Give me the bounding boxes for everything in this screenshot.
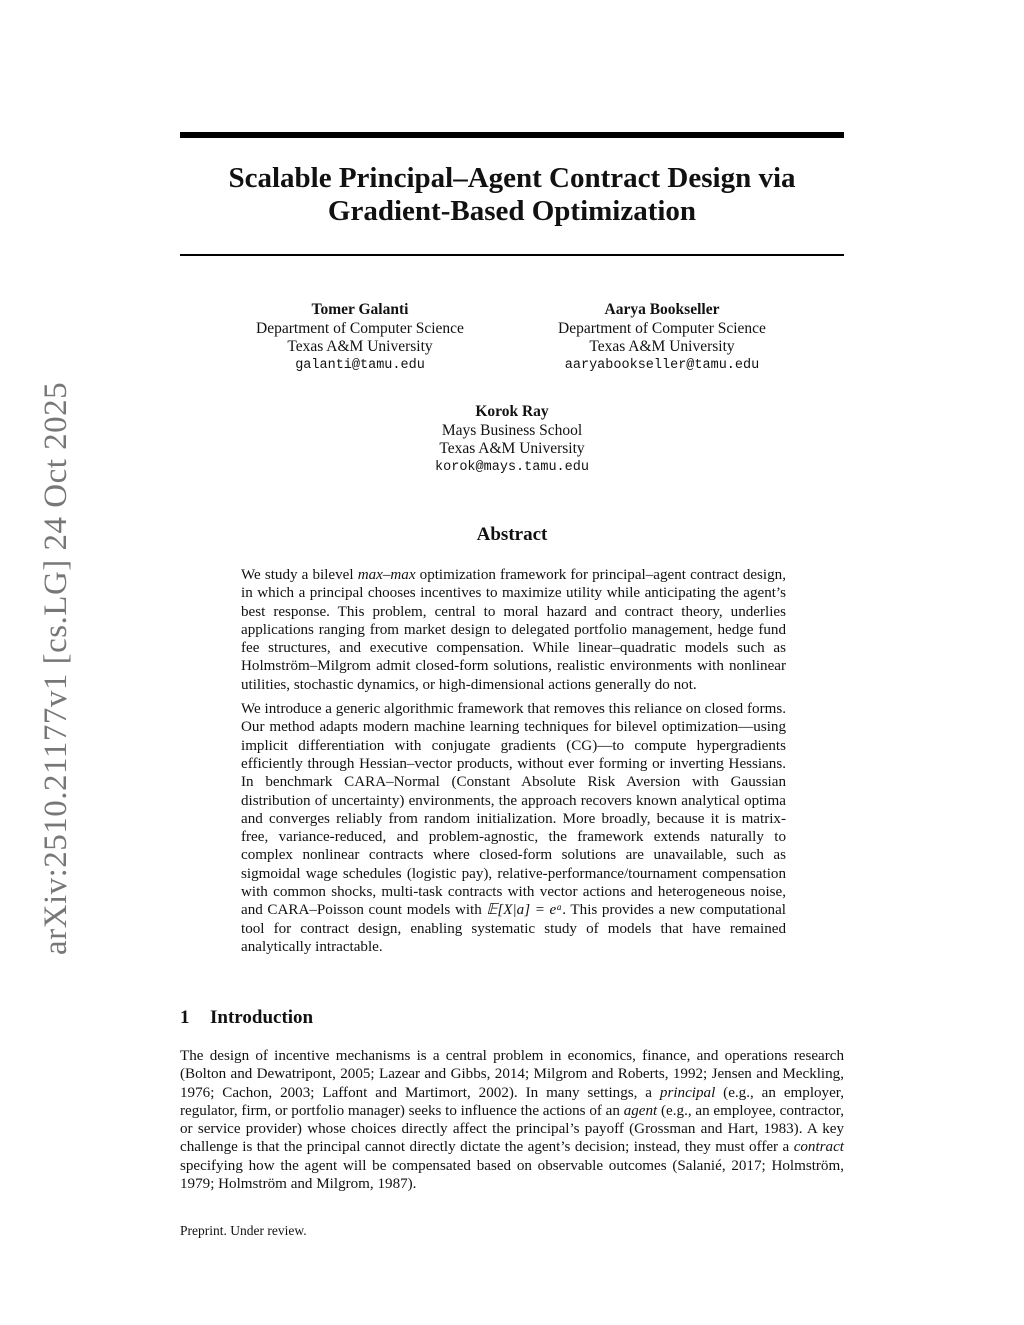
intro-emphasis: agent	[623, 1102, 658, 1119]
author-name: Tomer Galanti	[311, 301, 409, 318]
intro-emphasis: principal	[659, 1084, 716, 1101]
abstract-paragraph	[241, 566, 786, 694]
author-block	[372, 403, 652, 477]
arxiv-identifier: arXiv:2510.21177v1 [cs.LG] 24 Oct 2025	[38, 381, 74, 955]
author-affiliation: Texas A&M University	[439, 440, 585, 457]
author-affiliation: Texas A&M University	[287, 338, 433, 355]
abstract-emphasis: max–max	[357, 567, 416, 583]
intro-text: (e.g., an employee, contractor, or service provider) whose choices directly affect the principal’s payoff (Grossman and Hart, 1983). A key challenge is that the principal cannot directly dictate the agent’s decision; instead, they must offer a	[180, 1102, 844, 1156]
math-expression: 𝔼[X|a] = eᵃ	[486, 902, 563, 919]
intro-text: The design of incentive mechanisms is a central problem in economics, finance, and operations research (Bolton and Dewatripont, 2005; Lazear and Gibbs, 2014; Milgrom and Roberts, 1992; Jensen and Meckling, 1976; Cachon, 2003; Laffont and Martimort, 2002). In many settings, a	[180, 1048, 844, 1101]
abstract-body	[241, 566, 786, 962]
author-affiliation: Texas A&M University	[589, 338, 735, 355]
author-email[interactable]: korok@mays.tamu.edu	[435, 459, 589, 475]
introduction-body	[180, 1047, 844, 1193]
page-footer: Preprint. Under review.	[180, 1223, 307, 1238]
author-name: Korok Ray	[475, 403, 549, 420]
author-email[interactable]: aaryabookseller@tamu.edu	[564, 357, 760, 373]
abstract-text: . This provides a new computational tool for contract design, enabling systematic study of models that have remained analytically intractable.	[241, 902, 786, 955]
abstract-text: We study a bilevel	[241, 567, 358, 583]
intro-paragraph	[180, 1047, 844, 1193]
author-block	[220, 301, 500, 375]
abstract-paragraph	[241, 700, 786, 956]
section-number: 1	[180, 1007, 190, 1028]
title-bottom-rule	[180, 254, 844, 256]
abstract-text: We introduce a generic algorithmic framework that removes this reliance on closed forms. Our method adapts modern machine learning techniques for bilevel optimization—using implicit differentiation with conjugate gradients (CG)—to compute hypergradients efficiently through Hessian–vector products, without ever forming or inverting Hessians. In benchmark CARA–Normal (Constant Absolute Risk Aversion with Gaussian distribution of uncertainty) environments, the approach recovers known analytical optima and converges reliably from random initialization. More broadly, because it is matrix-free, variance-reduced, and problem-agnostic, the framework extends naturally to complex nonlinear contracts where closed-form solutions are unavailable, such as sigmoidal wage schedules (logistic pay), relative-performance/tournament compensation with common shocks, multi-task contracts with vector actions and heterogeneous noise, and CARA–Poisson count models with	[241, 701, 786, 919]
abstract-heading: Abstract	[476, 524, 548, 545]
intro-text: specifying how the agent will be compensated based on observable outcomes (Salanié, 2017; Holmström, 1979; Holmström and Milgrom, 1987).	[180, 1157, 844, 1193]
author-block	[522, 301, 802, 375]
abstract-text: optimization framework for principal–agent contract design, in which a principal chooses incentives to maximize utility while anticipating the agent’s best response. This problem, central to moral hazard and contract theory, underlies applications ranging from market design to delegated portfolio management, hedge fund fee structures, and executive compensation. While linear–quadratic models such as Holmström–Milgrom admit closed-form solutions, realistic environments with nonlinear utilities, stochastic dynamics, or high-dimensional actions generally do not.	[241, 567, 786, 693]
author-email[interactable]: galanti@tamu.edu	[295, 357, 425, 373]
section-title: Introduction	[210, 1007, 314, 1028]
author-department: Department of Computer Science	[256, 319, 464, 337]
author-name: Aarya Bookseller	[604, 301, 720, 318]
paper-title: Scalable Principal–Agent Contract Design via Gradient-Based Optimization	[228, 162, 796, 227]
intro-emphasis: contract	[793, 1139, 844, 1156]
title-top-rule	[180, 132, 844, 138]
author-department: Department of Computer Science	[558, 319, 766, 337]
intro-text: (e.g., an employer, regulator, firm, or portfolio manager) seeks to influence the actions of an	[180, 1084, 844, 1119]
author-department: Mays Business School	[441, 421, 583, 439]
section-heading	[180, 1007, 844, 1029]
